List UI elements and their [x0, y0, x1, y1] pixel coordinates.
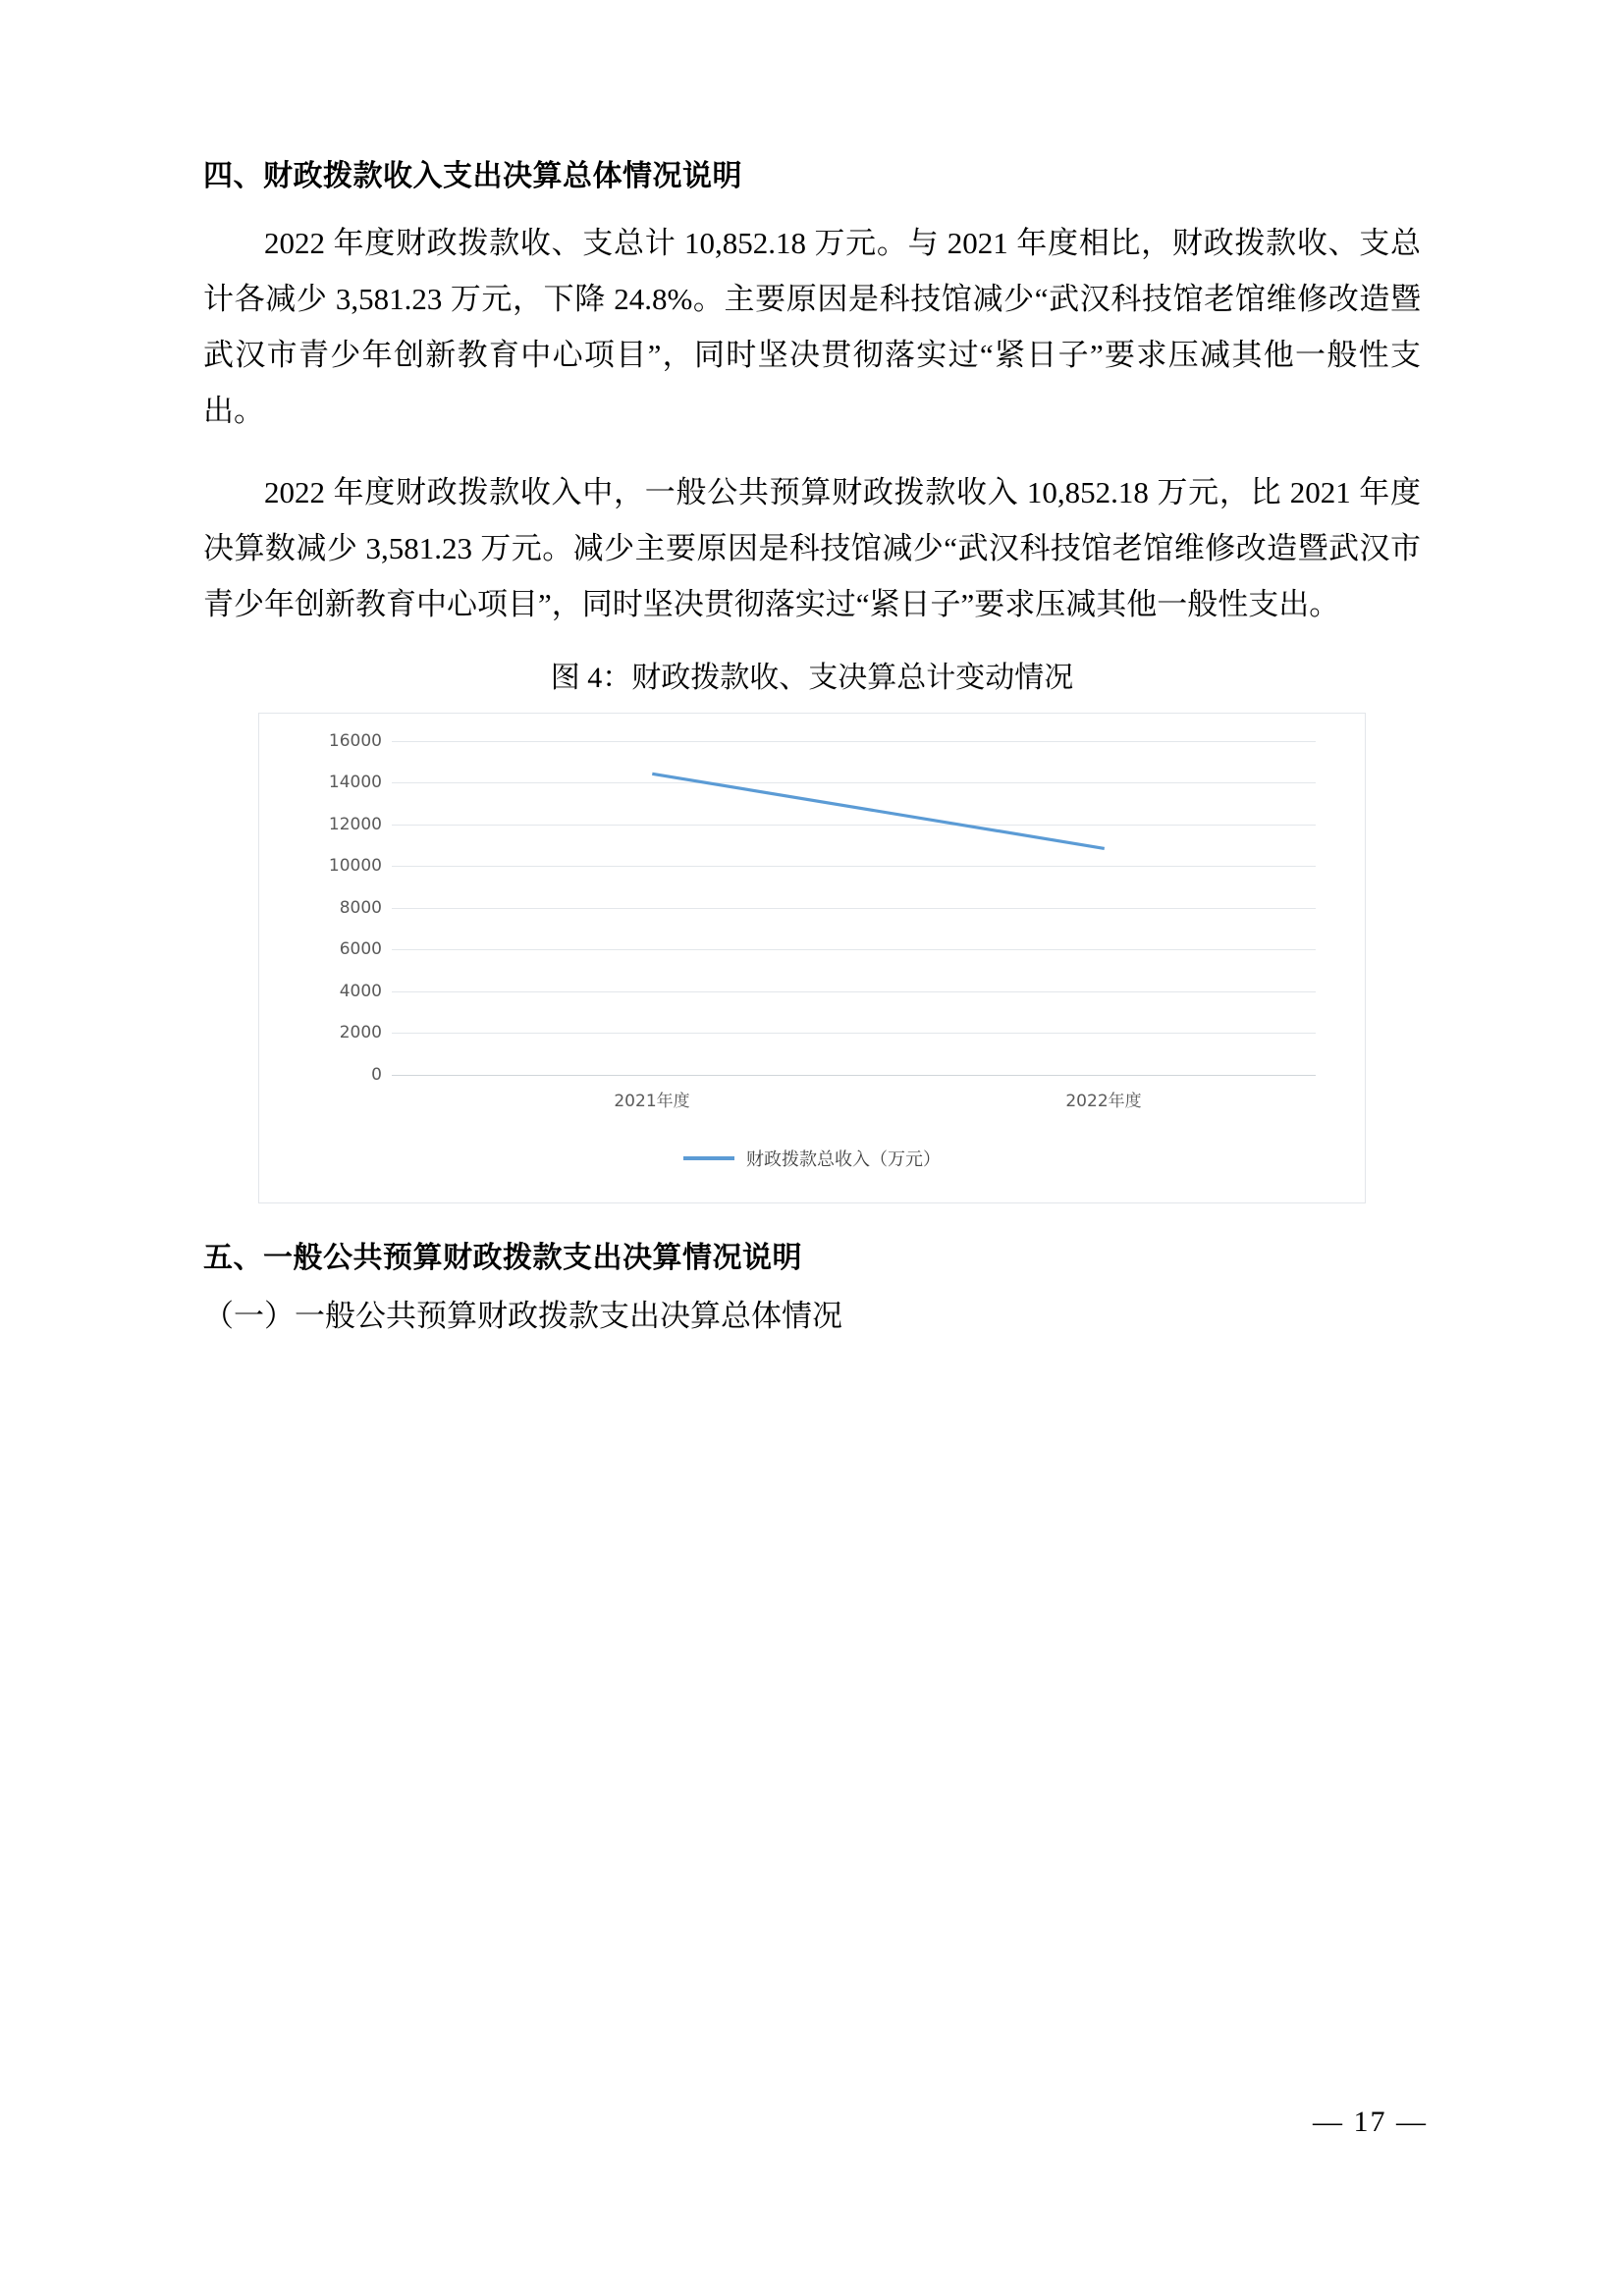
- y-tick-label: 4000: [339, 981, 382, 1001]
- x-tick-label-2021: 2021年度: [614, 1091, 690, 1111]
- paragraph-financial-total: 2022 年度财政拨款收、支总计 10,852.18 万元。与 2021 年度相比，财政拨款收、支总计各减少 3,581.23 万元，下降 24.8%。主要原因是科技馆减少“武汉科技馆老馆维修改造暨武汉市青少年创新教育中心项目”，同时坚决贯彻落实过“紧日子”要求压减其他一般性支出。: [203, 225, 1421, 428]
- section-heading-4: 四、财政拨款收入支出决算总体情况说明: [203, 159, 742, 193]
- y-tick-label: 10000: [328, 856, 382, 876]
- page-number: — 17 —: [1313, 2106, 1428, 2138]
- chart-legend: [259, 1146, 1365, 1171]
- figure-title: 图 4：财政拨款收、支决算总计变动情况: [550, 661, 1074, 694]
- x-tick-label-2022: 2022年度: [1065, 1091, 1142, 1111]
- y-tick-label: 14000: [328, 773, 382, 792]
- sub-item-1: （一）一般公共预算财政拨款支出决算总体情况: [203, 1299, 842, 1333]
- x-axis-line: [392, 1075, 1316, 1076]
- chart-series-line: [392, 741, 1316, 1075]
- y-tick-label: 6000: [339, 939, 382, 959]
- y-tick-label: 0: [371, 1064, 382, 1085]
- y-tick-label: 16000: [328, 730, 382, 751]
- paragraph-financial-income: 2022 年度财政拨款收入中，一般公共预算财政拨款收入 10,852.18 万元，比 2021 年度决算数减少 3,581.23 万元。减少主要原因是科技馆减少“武汉科技馆老馆维修改造暨武汉市青少年创新教育中心项目”，同时坚决贯彻落实过“紧日子”要求压减其他一般性支出。: [203, 474, 1421, 621]
- legend-label: 财政拨款总收入（万元）: [746, 1148, 941, 1170]
- legend-swatch-icon: [683, 1156, 734, 1160]
- page-content: [203, 157, 1421, 1340]
- section-heading-5: 五、一般公共预算财政拨款支出决算情况说明: [203, 1240, 802, 1275]
- y-tick-label: 2000: [339, 1023, 382, 1042]
- chart-plot-area: [328, 730, 1316, 1111]
- y-tick-label: 8000: [339, 897, 382, 918]
- y-tick-label: 12000: [328, 814, 382, 834]
- chart-figure-4: [258, 713, 1366, 1203]
